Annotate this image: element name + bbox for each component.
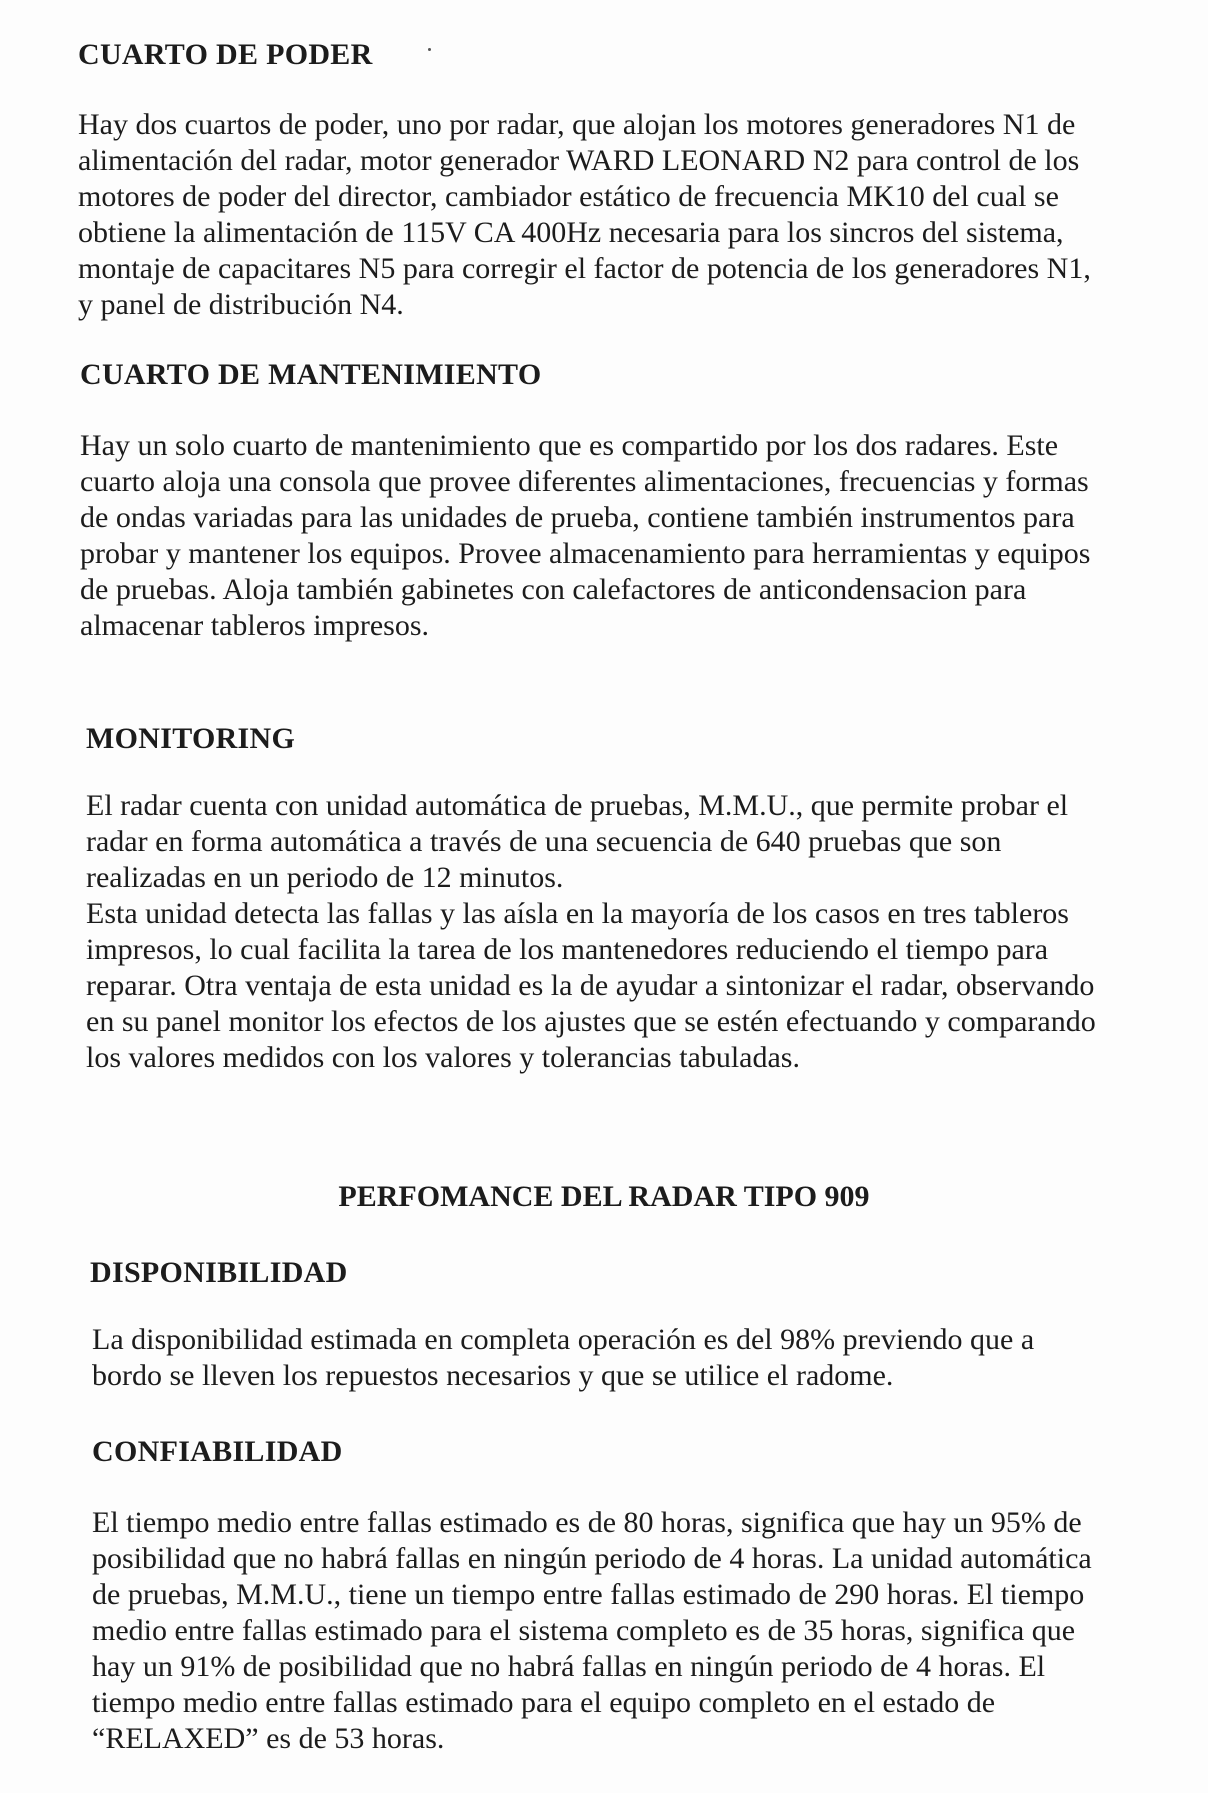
text-line: y panel de distribución N4. [78,288,404,321]
text-line: de pruebas, M.M.U., tiene un tiempo entre fallas estimado de 290 horas. El tiempo [92,1578,1085,1611]
text-line: La disponibilidad estimada en completa operación es del 98% previendo que a [92,1323,1035,1356]
text-line: motores de poder del director, cambiador estático de frecuencia MK10 del cual se [78,180,1059,213]
text-line: alimentación del radar, motor generador WARD LEONARD N2 para control de los [78,144,1080,177]
heading-cuarto-de-mantenimiento: CUARTO DE MANTENIMIENTO [80,358,542,391]
text-line: de pruebas. Aloja también gabinetes con calefactores de anticondensacion para [80,573,1027,606]
paragraph-monitoring [86,788,1146,1076]
text-line: “RELAXED” es de 53 horas. [92,1722,445,1755]
text-line: impresos, lo cual facilita la tarea de los mantenedores reduciendo el tiempo para [86,933,1049,966]
performance-title: PERFOMANCE DEL RADAR TIPO 909 [338,1180,870,1213]
text-line: de ondas variadas para las unidades de prueba, contiene también instrumentos para [80,501,1075,534]
paragraph-cuarto-de-poder [78,107,1138,323]
text-line: bordo se lleven los repuestos necesarios y que se utilice el radome. [92,1359,894,1392]
text-line: El tiempo medio entre fallas estimado es de 80 horas, significa que hay un 95% de [92,1506,1082,1539]
text-line: posibilidad que no habrá fallas en ningún periodo de 4 horas. La unidad automática [92,1542,1092,1575]
heading-monitoring: MONITORING [86,722,296,755]
scan-speck [428,48,431,51]
heading-confiabilidad: CONFIABILIDAD [92,1435,343,1468]
paragraph-confiabilidad [92,1505,1152,1757]
text-line: reparar. Otra ventaja de esta unidad es la de ayudar a sintonizar el radar, observando [86,969,1095,1002]
text-line: medio entre fallas estimado para el sistema completo es de 35 horas, significa que [92,1614,1076,1647]
text-line: El radar cuenta con unidad automática de pruebas, M.M.U., que permite probar el [86,789,1069,822]
text-line: montaje de capacitares N5 para corregir el factor de potencia de los generadores N1, [78,252,1091,285]
text-line: los valores medidos con los valores y tolerancias tabuladas. [86,1041,800,1074]
paragraph-disponibilidad [92,1322,1152,1394]
text-line: tiempo medio entre fallas estimado para el equipo completo en el estado de [92,1686,996,1719]
paragraph-cuarto-de-mantenimiento [80,428,1140,644]
heading-disponibilidad: DISPONIBILIDAD [90,1256,348,1289]
text-line: hay un 91% de posibilidad que no habrá fallas en ningún periodo de 4 horas. El [92,1650,1046,1683]
text-line: Hay un solo cuarto de mantenimiento que es compartido por los dos radares. Este [80,429,1059,462]
heading-cuarto-de-poder: CUARTO DE PODER [78,38,373,71]
text-line: cuarto aloja una consola que provee diferentes alimentaciones, frecuencias y formas [80,465,1089,498]
text-line: realizadas en un periodo de 12 minutos. [86,861,564,894]
text-line: en su panel monitor los efectos de los ajustes que se estén efectuando y comparando [86,1005,1096,1038]
text-line: radar en forma automática a través de una secuencia de 640 pruebas que son [86,825,1002,858]
text-line: almacenar tableros impresos. [80,609,430,642]
text-line: Hay dos cuartos de poder, uno por radar, que alojan los motores generadores N1 de [78,108,1076,141]
text-line: probar y mantener los equipos. Provee almacenamiento para herramientas y equipos [80,537,1091,570]
text-line: obtiene la alimentación de 115V CA 400Hz necesaria para los sincros del sistema, [78,216,1064,249]
text-line: Esta unidad detecta las fallas y las aísla en la mayoría de los casos en tres tableros [86,897,1069,930]
